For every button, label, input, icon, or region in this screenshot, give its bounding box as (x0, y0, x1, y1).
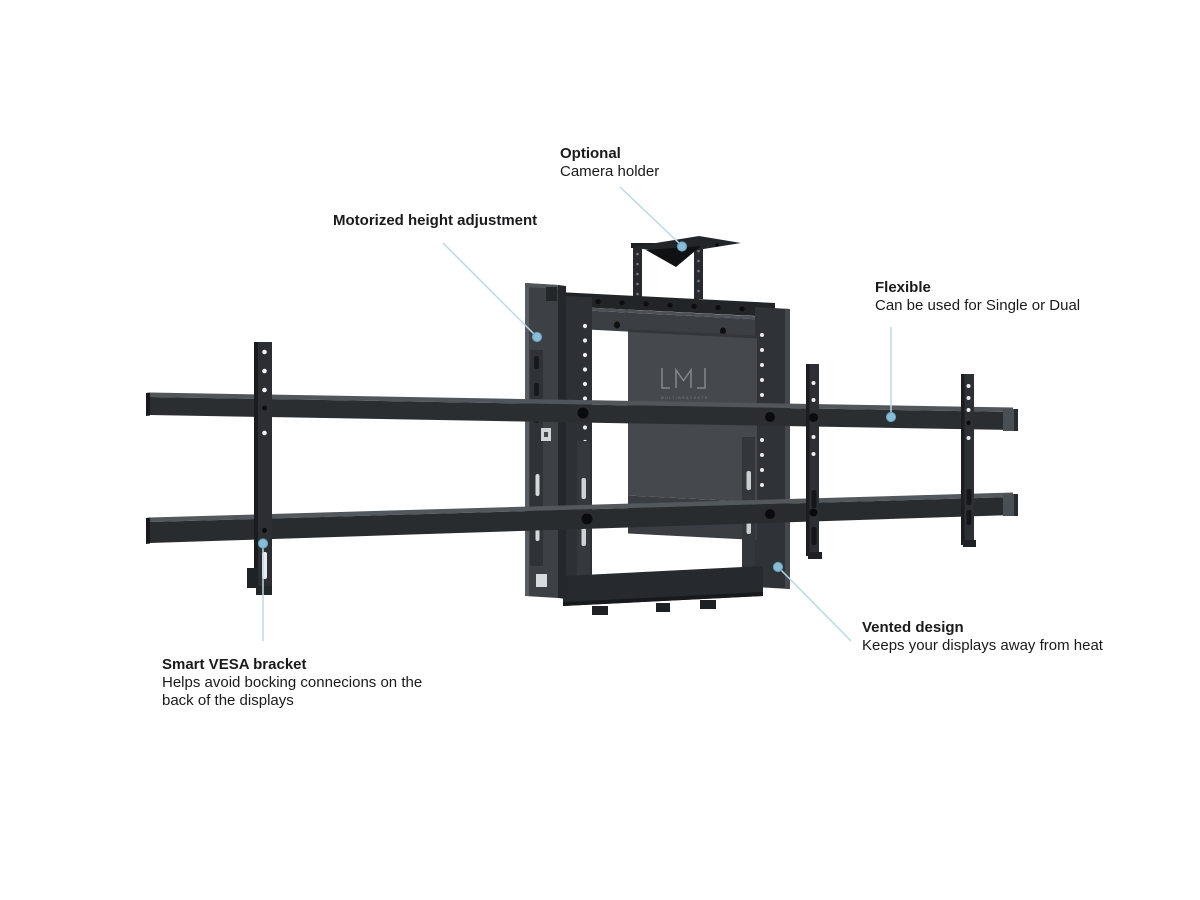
leader-dot-motorized (532, 332, 541, 341)
callout-camera-title: Optional (560, 145, 621, 162)
leader-dot-vesa (258, 539, 267, 548)
callout-vesa-line-1: Helps avoid bocking connecions on the (162, 674, 423, 691)
callout-flexible (875, 279, 1080, 315)
leader-motorized (443, 243, 536, 336)
leader-dot-camera (677, 242, 686, 251)
callout-vesa-title: Smart VESA bracket (162, 656, 307, 673)
vesa-bracket-left (247, 342, 272, 595)
callout-smart-vesa (162, 656, 422, 710)
mount-frame (558, 292, 790, 615)
callout-height-title: Motorized height adjustment (333, 212, 538, 229)
leader-dot-vented (773, 562, 782, 571)
callout-height-adjustment (333, 212, 537, 230)
leader-dot-flexible (886, 412, 895, 421)
callout-vented-title: Vented design (862, 619, 964, 636)
leader-vented (779, 568, 851, 641)
callout-vesa-line-2: back of the displays (162, 692, 294, 709)
vesa-bracket-right (961, 374, 976, 547)
callout-camera-line: Camera holder (560, 163, 660, 180)
callout-vented-line: Keeps your displays away from heat (862, 637, 1103, 654)
callout-flexible-title: Flexible (875, 279, 931, 296)
callout-flexible-line: Can be used for Single or Dual (875, 297, 1081, 314)
leader-camera (620, 187, 681, 245)
callout-camera-holder (560, 145, 659, 181)
vesa-bracket-inner-right (806, 364, 822, 559)
brand-logo-text: MULTIBRACKETS (661, 396, 709, 400)
callout-vented-design (862, 619, 1103, 655)
